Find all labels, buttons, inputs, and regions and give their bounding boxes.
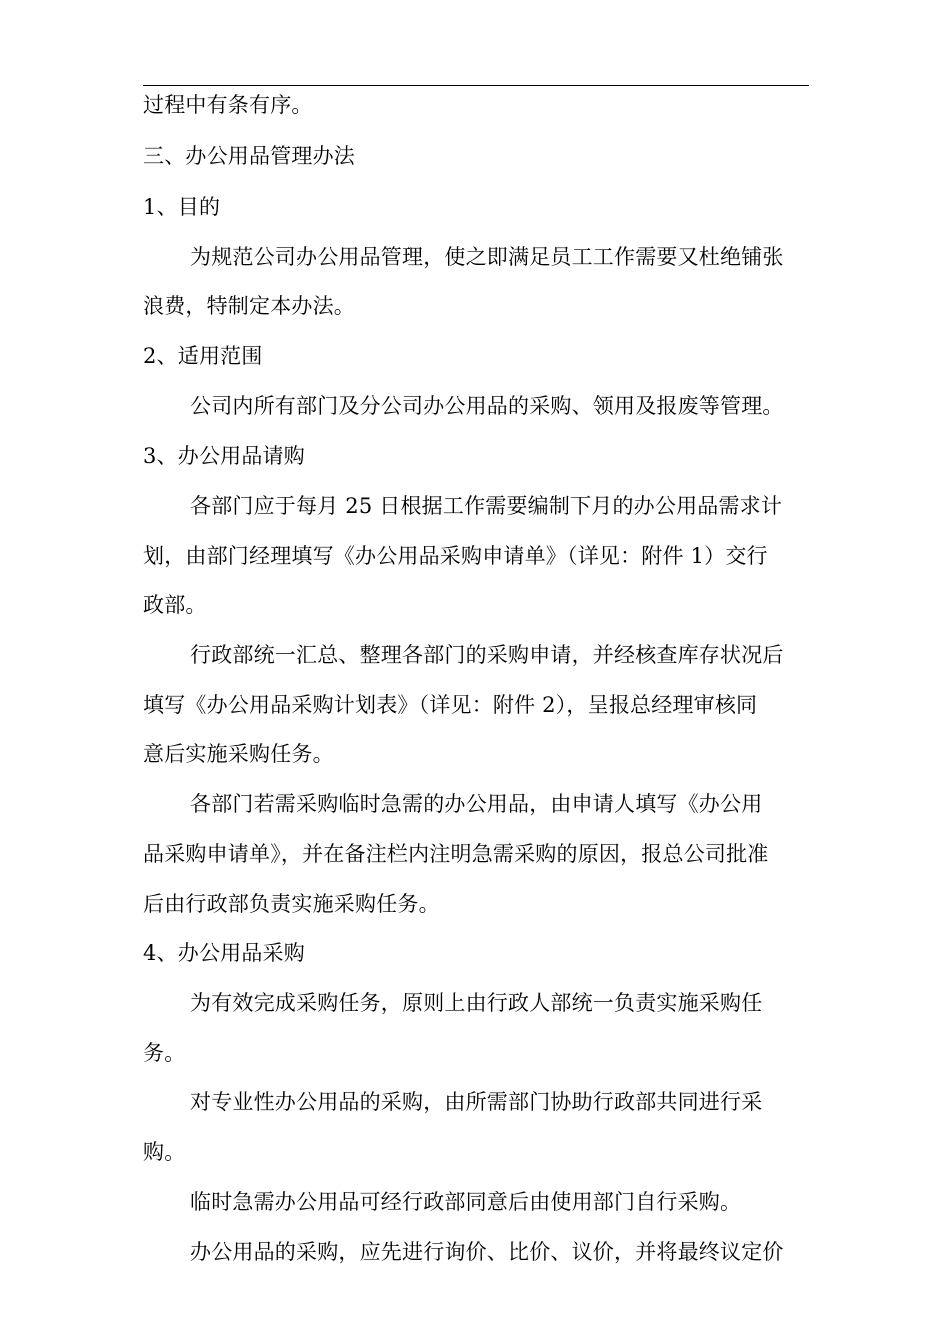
text-line: 划，由部门经理填写《办公用品采购申请单》（详见：附件 1）交行 (143, 544, 768, 568)
subsection-heading: 2、适用范围 (143, 344, 263, 368)
subsection-heading: 3、办公用品请购 (143, 444, 305, 468)
section-heading: 三、办公用品管理办法 (143, 144, 355, 168)
text-line: 公司内所有部门及分公司办公用品的采购、领用及报废等管理。 (190, 394, 784, 418)
text-line: 为有效完成采购任务，原则上由行政人部统一负责实施采购任 (190, 991, 763, 1015)
text-line: 为规范公司办公用品管理，使之即满足员工工作需要又杜绝铺张 (190, 245, 784, 269)
subsection-heading: 4、办公用品采购 (143, 941, 305, 965)
text-line: 过程中有条有序。 (143, 93, 313, 117)
text-line: 各部门应于每月 25 日根据工作需要编制下月的办公用品需求计 (190, 494, 783, 518)
text-line: 务。 (143, 1041, 186, 1065)
subsection-heading: 1、目的 (143, 195, 221, 219)
text-line: 临时急需办公用品可经行政部同意后由使用部门自行采购。 (190, 1190, 742, 1214)
text-line: 意后实施采购任务。 (143, 742, 334, 766)
text-line: 办公用品的采购，应先进行询价、比价、议价，并将最终议定价 (190, 1240, 784, 1264)
text-line: 行政部统一汇总、整理各部门的采购申请，并经核查库存状况后 (190, 643, 784, 667)
text-line: 浪费，特制定本办法。 (143, 294, 355, 318)
header-rule (143, 85, 809, 86)
text-line: 对专业性办公用品的采购，由所需部门协助行政部共同进行采 (190, 1090, 763, 1114)
text-line: 政部。 (143, 593, 207, 617)
text-line: 品采购申请单》，并在备注栏内注明急需采购的原因，报总公司批准 (143, 842, 769, 866)
text-line: 填写《办公用品采购计划表》（详见：附件 2），呈报总经理审核同 (143, 693, 758, 717)
text-line: 各部门若需采购临时急需的办公用品，由申请人填写《办公用 (190, 792, 763, 816)
text-line: 购。 (143, 1140, 186, 1164)
text-line: 后由行政部负责实施采购任务。 (143, 892, 440, 916)
